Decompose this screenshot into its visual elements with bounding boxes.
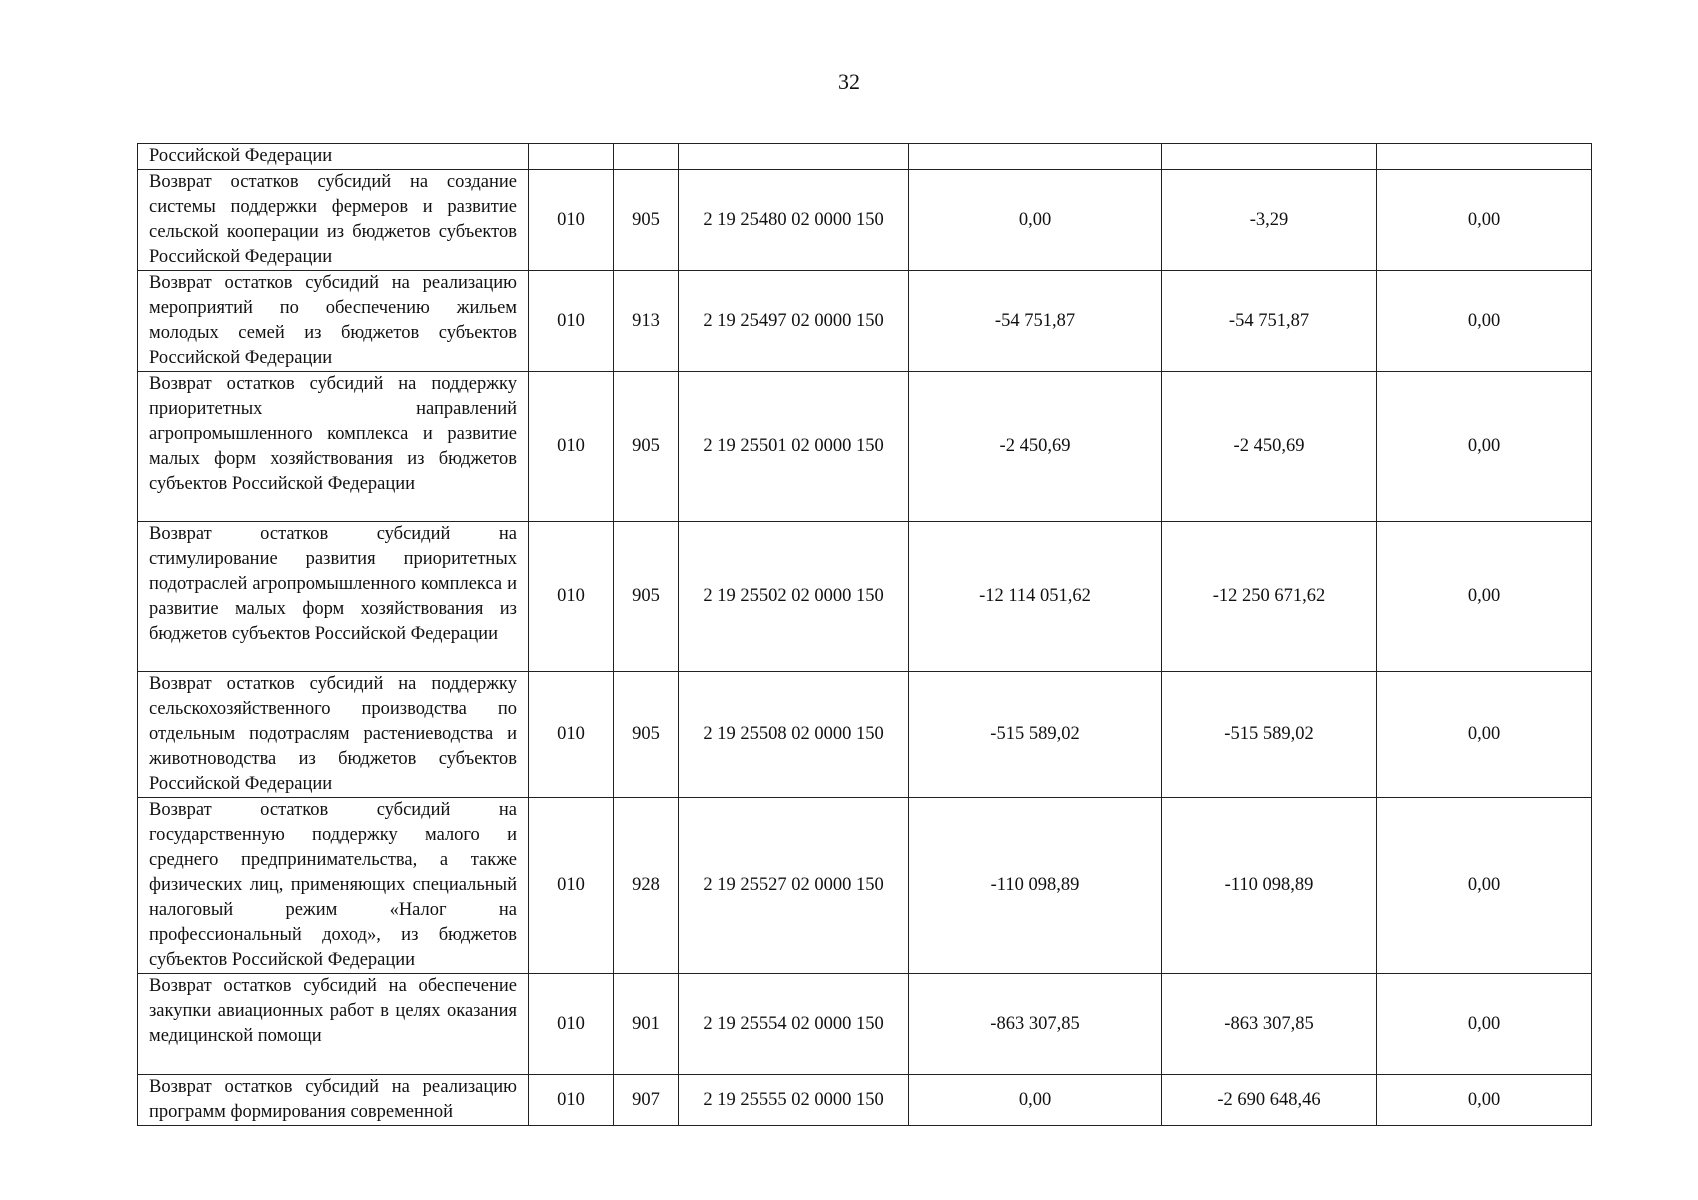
table-row	[138, 798, 1592, 974]
cell-amount-1	[909, 144, 1162, 170]
cell-amount-1: -2 450,69	[909, 372, 1162, 522]
cell-amount-2: -110 098,89	[1162, 798, 1377, 974]
row-description: Возврат остатков субсидий на создание системы поддержки фермеров и развитие сельской кооперации из бюджетов субъектов Российской Федерации	[138, 170, 529, 271]
cell-amount-3: 0,00	[1377, 1075, 1592, 1126]
row-description: Возврат остатков субсидий на стимулирование развития приоритетных подотраслей агропромышленного комплекса и развитие малых форм хозяйствования из бюджетов субъектов Российской Федерации	[138, 522, 529, 672]
table-row	[138, 372, 1592, 522]
row-description: Возврат остатков субсидий на поддержку приоритетных направлений агропромышленного комплекса и развитие малых форм хозяйствования из бюджетов субъектов Российской Федерации	[138, 372, 529, 522]
cell-amount-2	[1162, 144, 1377, 170]
cell-admin-code: 010	[529, 372, 614, 522]
cell-classification-code: 2 19 25508 02 0000 150	[679, 672, 909, 798]
cell-amount-1: -54 751,87	[909, 271, 1162, 372]
cell-chapter-code: 913	[614, 271, 679, 372]
cell-chapter-code: 905	[614, 170, 679, 271]
row-description: Возврат остатков субсидий на обеспечение закупки авиационных работ в целях оказания медицинской помощи	[138, 974, 529, 1075]
table-row	[138, 522, 1592, 672]
cell-chapter-code: 905	[614, 672, 679, 798]
cell-amount-1: 0,00	[909, 170, 1162, 271]
cell-amount-1: 0,00	[909, 1075, 1162, 1126]
cell-chapter-code: 905	[614, 372, 679, 522]
cell-admin-code: 010	[529, 170, 614, 271]
cell-amount-3: 0,00	[1377, 974, 1592, 1075]
cell-amount-3: 0,00	[1377, 271, 1592, 372]
cell-amount-1: -863 307,85	[909, 974, 1162, 1075]
cell-amount-3: 0,00	[1377, 170, 1592, 271]
cell-chapter-code: 901	[614, 974, 679, 1075]
row-description: Возврат остатков субсидий на поддержку сельскохозяйственного производства по отдельным подотраслям растениеводства и животноводства из бюджетов субъектов Российской Федерации	[138, 672, 529, 798]
row-description: Возврат остатков субсидий на государственную поддержку малого и среднего предпринимательства, а также физических лиц, применяющих специальный налоговый режим «Налог на профессиональный доход», из бюджетов субъектов Российской Федерации	[138, 798, 529, 974]
cell-classification-code: 2 19 25497 02 0000 150	[679, 271, 909, 372]
cell-chapter-code	[614, 144, 679, 170]
cell-classification-code: 2 19 25480 02 0000 150	[679, 170, 909, 271]
cell-amount-3	[1377, 144, 1592, 170]
cell-amount-1: -12 114 051,62	[909, 522, 1162, 672]
cell-amount-2: -2 450,69	[1162, 372, 1377, 522]
cell-classification-code: 2 19 25527 02 0000 150	[679, 798, 909, 974]
cell-amount-3: 0,00	[1377, 798, 1592, 974]
page-number: 32	[838, 69, 860, 94]
cell-classification-code: 2 19 25501 02 0000 150	[679, 372, 909, 522]
cell-amount-2: -54 751,87	[1162, 271, 1377, 372]
table-row	[138, 672, 1592, 798]
cell-classification-code: 2 19 25554 02 0000 150	[679, 974, 909, 1075]
cell-amount-2: -863 307,85	[1162, 974, 1377, 1075]
cell-admin-code	[529, 144, 614, 170]
row-description: Возврат остатков субсидий на реализацию программ формирования современной	[138, 1075, 529, 1126]
cell-admin-code: 010	[529, 522, 614, 672]
cell-amount-2: -515 589,02	[1162, 672, 1377, 798]
cell-classification-code: 2 19 25502 02 0000 150	[679, 522, 909, 672]
table-row	[138, 974, 1592, 1075]
cell-amount-2: -3,29	[1162, 170, 1377, 271]
row-description: Российской Федерации	[138, 144, 529, 170]
cell-admin-code: 010	[529, 1075, 614, 1126]
cell-admin-code: 010	[529, 271, 614, 372]
budget-table	[137, 143, 1592, 1126]
table-row	[138, 170, 1592, 271]
cell-amount-3: 0,00	[1377, 372, 1592, 522]
cell-admin-code: 010	[529, 974, 614, 1075]
cell-amount-1: -515 589,02	[909, 672, 1162, 798]
row-description: Возврат остатков субсидий на реализацию мероприятий по обеспечению жильем молодых семей из бюджетов субъектов Российской Федерации	[138, 271, 529, 372]
cell-amount-1: -110 098,89	[909, 798, 1162, 974]
cell-classification-code	[679, 144, 909, 170]
cell-amount-2: -12 250 671,62	[1162, 522, 1377, 672]
cell-chapter-code: 907	[614, 1075, 679, 1126]
cell-chapter-code: 905	[614, 522, 679, 672]
table-row	[138, 271, 1592, 372]
table-row	[138, 144, 1592, 170]
cell-amount-3: 0,00	[1377, 672, 1592, 798]
table-row	[138, 1075, 1592, 1126]
cell-admin-code: 010	[529, 672, 614, 798]
cell-amount-3: 0,00	[1377, 522, 1592, 672]
cell-chapter-code: 928	[614, 798, 679, 974]
cell-classification-code: 2 19 25555 02 0000 150	[679, 1075, 909, 1126]
cell-admin-code: 010	[529, 798, 614, 974]
cell-amount-2: -2 690 648,46	[1162, 1075, 1377, 1126]
